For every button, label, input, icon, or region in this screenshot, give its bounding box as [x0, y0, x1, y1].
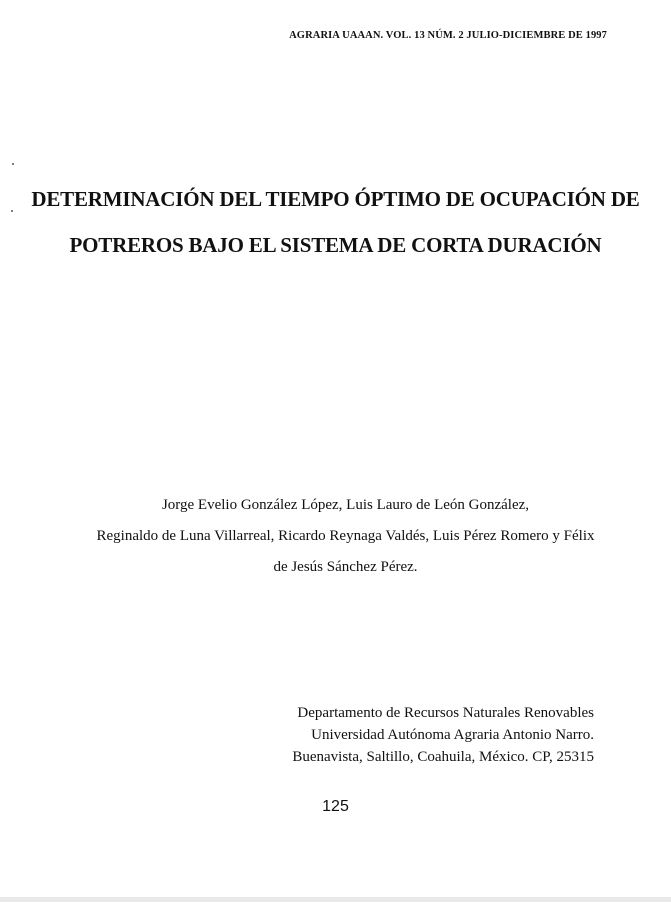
title-line-1: DETERMINACIÓN DEL TIEMPO ÓPTIMO DE OCUPACIÓN DE	[31, 187, 640, 211]
running-head: AGRARIA UAAAN. VOL. 13 NÚM. 2 JULIO-DICIEMBRE DE 1997	[289, 30, 607, 41]
affiliation-line-1: Departamento de Recursos Naturales Renovables	[297, 705, 594, 721]
affiliation-block	[292, 702, 594, 768]
authors-line-3: de Jesús Sánchez Pérez.	[273, 559, 418, 575]
authors-line-1: Jorge Evelio González López, Luis Lauro de León González,	[161, 497, 530, 513]
title-line-2: POTREROS BAJO EL SISTEMA DE CORTA DURACIÓN	[69, 233, 602, 257]
affiliation-line-3: Buenavista, Saltillo, Coahuila, México. CP, 25315	[292, 749, 594, 765]
article-title	[20, 176, 651, 268]
scan-bottom-edge	[0, 897, 671, 902]
page-number: 125	[322, 798, 349, 815]
scan-speck	[12, 163, 14, 165]
scan-speck	[11, 210, 13, 212]
author-list	[20, 490, 671, 583]
affiliation-line-2: Universidad Autónoma Agraria Antonio Narro.	[311, 727, 594, 743]
authors-line-2: Reginaldo de Luna Villarreal, Ricardo Reynaga Valdés, Luis Pérez Romero y Félix	[96, 528, 595, 544]
